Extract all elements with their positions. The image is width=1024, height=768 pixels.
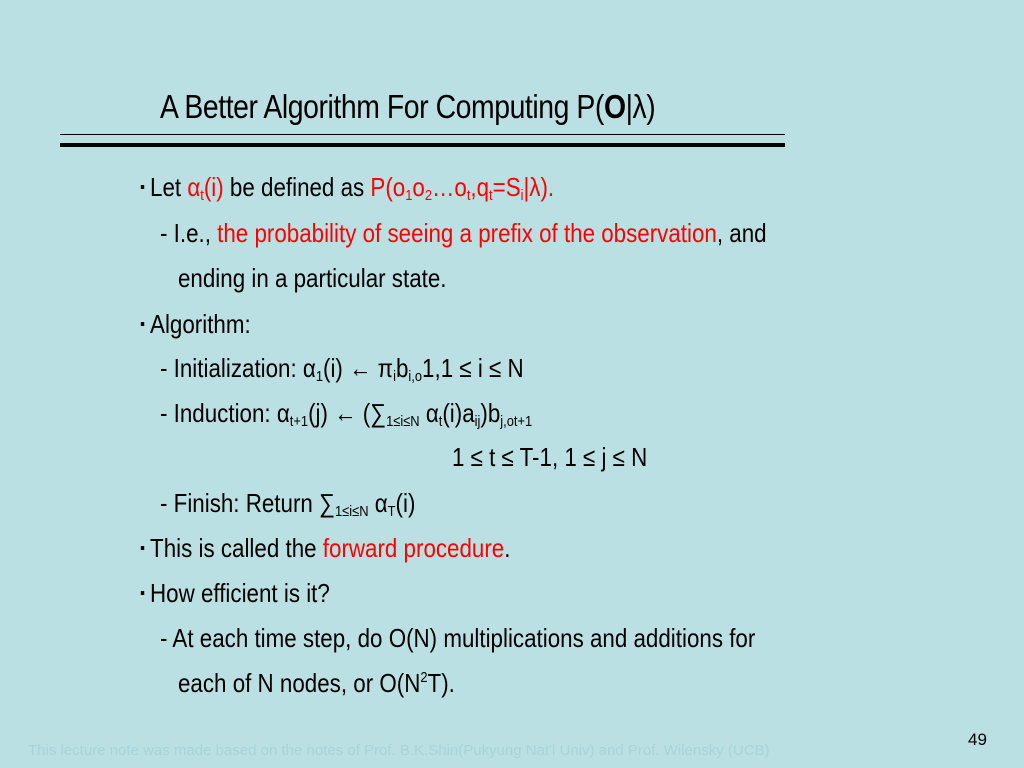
bullet-forward-procedure: ▪ This is called the forward procedure.	[140, 533, 511, 563]
sub-item-ie-continued: ending in a particular state.	[178, 263, 447, 293]
step-initialization: - Initialization: $\alpha_1(i)$ ← $\pi_ib_{i,o}1,1 \le i \le N$	[160, 353, 524, 385]
title-divider-thick	[60, 143, 785, 147]
step-induction: - Induction: $\alpha_{t+1}(j)$ ← ($\sum_{1\le i\le N}$ $\alpha_t(i)a_{ij})b_{j,ot+1}$	[160, 398, 533, 430]
step-finish: - Finish: Return $\sum_{1\le i\le N}$ $\alpha_T(i)$	[160, 488, 416, 520]
bullet-definition: ▪ Let $\alpha_t(i)$ be defined as $P(o_1o_2\dots o_t,q_t=S_i|\lambda)$.	[140, 172, 555, 204]
sub-item-complexity: - At each time step, do O(N) multiplications and additions for	[160, 623, 756, 653]
step-induction-range: 1 ≤ t ≤ T-1, 1 ≤ j ≤ N	[452, 442, 648, 472]
sub-item-ie: - I.e., the probability of seeing a prefix of the observation, and	[160, 218, 767, 248]
footer-credit: This lecture note was made based on the notes of Prof. B.K.Shin(Pukyung Nat'l Univ) and Prof. Wilensky (UCB)	[28, 742, 770, 759]
title-divider-thin	[60, 134, 785, 135]
sub-item-complexity-continued: each of N nodes, or $O(N^2T)$.	[178, 668, 455, 698]
page-number: 49	[968, 730, 987, 749]
slide-title: A Better Algorithm For Computing P(O|λ)	[160, 88, 656, 125]
bullet-algorithm: ▪ Algorithm:	[140, 309, 251, 339]
bullet-efficiency: ▪ How efficient is it?	[140, 578, 330, 608]
